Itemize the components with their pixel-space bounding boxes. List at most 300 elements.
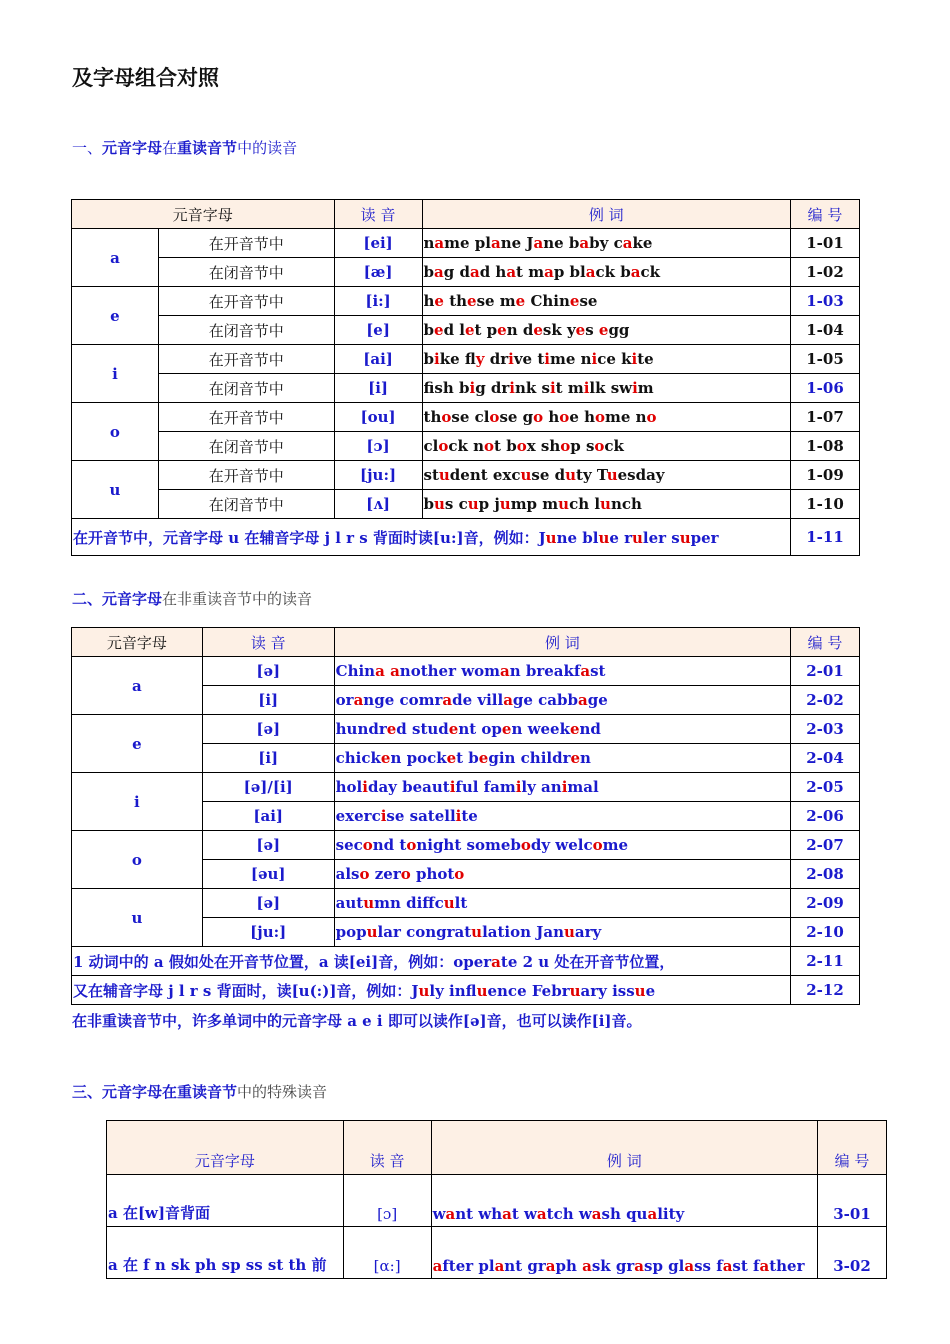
example-words bbox=[334, 860, 790, 889]
text-run: ck b bbox=[595, 263, 631, 281]
highlight-letter: i bbox=[515, 778, 522, 796]
row-number: 1-09 bbox=[791, 461, 860, 490]
row-number: 1-03 bbox=[791, 287, 860, 316]
footnote-cell bbox=[72, 976, 791, 1005]
highlight-letter: o bbox=[560, 437, 571, 455]
text-run: t m bbox=[516, 263, 545, 281]
text-run: ge bbox=[587, 691, 608, 709]
text-run: e bbox=[645, 981, 656, 1000]
highlight-letter: a bbox=[503, 691, 513, 709]
ipa: [ə] bbox=[202, 715, 334, 744]
section-2-heading bbox=[72, 588, 312, 609]
text-run: x sh bbox=[526, 437, 561, 455]
row-number: 2-05 bbox=[791, 773, 860, 802]
text-run: lity bbox=[657, 1205, 685, 1223]
ipa: [ə] bbox=[202, 831, 334, 860]
text-run: ary bbox=[574, 923, 602, 941]
row-number: 2-02 bbox=[791, 686, 860, 715]
highlight-letter: o bbox=[438, 437, 449, 455]
highlight-letter: a bbox=[432, 1257, 443, 1275]
text-run: ful fam bbox=[455, 778, 516, 796]
highlight-letter: u bbox=[467, 495, 479, 513]
highlight-letter: i bbox=[509, 379, 515, 397]
table-row bbox=[72, 947, 860, 976]
row-number: 1-11 bbox=[791, 519, 860, 556]
heading-part: 一、 bbox=[72, 139, 103, 157]
text-run: ch l bbox=[569, 495, 601, 513]
highlight-letter: u bbox=[438, 466, 450, 484]
highlight-letter: u bbox=[418, 981, 430, 1000]
text-run: 1 动词中的 a 假如处在开音节位置，a 读[ei]音，例如：oper bbox=[73, 952, 492, 971]
row-number: 2-08 bbox=[791, 860, 860, 889]
highlight-letter: e bbox=[446, 749, 457, 767]
rule-description: a 在[w]音背面 bbox=[107, 1175, 344, 1227]
text-run: sec bbox=[335, 836, 363, 854]
ipa: [α:] bbox=[343, 1227, 431, 1279]
highlight-letter: o bbox=[484, 437, 495, 455]
header-example: 例 词 bbox=[422, 200, 791, 229]
highlight-letter: a bbox=[502, 1205, 512, 1223]
text-run: tch w bbox=[546, 1205, 592, 1223]
text-run: ence Febr bbox=[487, 981, 570, 1000]
ipa: [ou] bbox=[334, 403, 422, 432]
example-words bbox=[422, 461, 791, 490]
text-run: nt op bbox=[458, 720, 502, 738]
highlight-letter: e bbox=[515, 292, 526, 310]
text-run: hol bbox=[335, 778, 363, 796]
highlight-letter: u bbox=[363, 894, 375, 912]
text-run: de vill bbox=[452, 691, 504, 709]
text-run: als bbox=[335, 865, 360, 883]
text-run: sp gl bbox=[644, 1257, 685, 1275]
text-run: ly infl bbox=[429, 981, 477, 1000]
example-words bbox=[334, 686, 790, 715]
highlight-letter: i bbox=[449, 778, 456, 796]
text-run: hundr bbox=[335, 720, 387, 738]
highlight-letter: o bbox=[516, 437, 527, 455]
text-run: Chin bbox=[335, 662, 376, 680]
header-letter: 元音字母 bbox=[72, 200, 335, 229]
highlight-letter: o bbox=[520, 836, 531, 854]
text-run: p s bbox=[570, 437, 595, 455]
highlight-letter: u bbox=[558, 495, 570, 513]
highlight-letter: a bbox=[533, 234, 544, 252]
highlight-letter: a bbox=[445, 1205, 456, 1223]
example-words bbox=[334, 802, 790, 831]
text-run: Chin bbox=[525, 292, 570, 310]
text-run: nt wh bbox=[455, 1205, 503, 1223]
table-row bbox=[72, 773, 860, 802]
header-letter: 元音字母 bbox=[72, 628, 203, 657]
highlight-letter: o bbox=[489, 408, 500, 426]
highlight-letter: a bbox=[578, 691, 588, 709]
highlight-letter: o bbox=[559, 408, 570, 426]
text-run: n bbox=[423, 234, 435, 252]
text-run: p j bbox=[478, 495, 500, 513]
text-run: n bbox=[580, 749, 591, 767]
text-run: t b bbox=[494, 437, 517, 455]
highlight-letter: a bbox=[536, 1205, 547, 1223]
ipa: [ə]/[i] bbox=[202, 773, 334, 802]
example-words bbox=[431, 1227, 817, 1279]
heading-part: 二、元音字母 bbox=[72, 590, 163, 608]
text-run: t m bbox=[555, 379, 584, 397]
table-row bbox=[72, 316, 860, 345]
highlight-letter: i bbox=[469, 379, 476, 397]
text-run: ne bl bbox=[556, 528, 599, 547]
header-number: 编 号 bbox=[791, 200, 860, 229]
text-run: st bbox=[590, 662, 606, 680]
text-run: e h bbox=[569, 408, 595, 426]
text-run: ne b bbox=[543, 234, 580, 252]
text-run: day beaut bbox=[367, 778, 450, 796]
text-run: te bbox=[461, 807, 478, 825]
highlight-letter: i bbox=[583, 379, 590, 397]
text-run: lk sw bbox=[589, 379, 633, 397]
text-run: ary iss bbox=[580, 981, 635, 1000]
text-run: sh b bbox=[434, 379, 470, 397]
row-number: 2-10 bbox=[791, 918, 860, 947]
text-run: d l bbox=[443, 321, 465, 339]
highlight-letter: u bbox=[569, 981, 581, 1000]
highlight-letter: i bbox=[591, 350, 598, 368]
text-run: h bbox=[423, 292, 435, 310]
text-run: ty T bbox=[576, 466, 607, 484]
text-run: th bbox=[423, 408, 442, 426]
highlight-letter: y bbox=[475, 350, 485, 368]
heading-part: 重读音节 bbox=[177, 139, 238, 157]
row-number: 1-06 bbox=[791, 374, 860, 403]
text-run: ke fl bbox=[439, 350, 476, 368]
highlight-letter: a bbox=[434, 234, 445, 252]
text-run: t b bbox=[456, 749, 479, 767]
highlight-letter: i bbox=[434, 350, 440, 368]
highlight-letter: e bbox=[434, 292, 444, 310]
text-run: exerc bbox=[335, 807, 381, 825]
highlight-letter: u bbox=[679, 528, 691, 547]
vowel-letter: u bbox=[72, 889, 203, 947]
example-words bbox=[431, 1175, 817, 1227]
text-run: st f bbox=[732, 1257, 760, 1275]
text-run: ler s bbox=[642, 528, 680, 547]
text-run: ge cabb bbox=[512, 691, 579, 709]
highlight-letter: o bbox=[646, 408, 657, 426]
highlight-letter: u bbox=[600, 495, 611, 513]
highlight-letter: o bbox=[594, 408, 605, 426]
section-3-heading bbox=[72, 1081, 327, 1102]
example-words bbox=[422, 258, 791, 287]
highlight-letter: u bbox=[634, 981, 646, 1000]
syllable-type: 在闭音节中 bbox=[158, 490, 334, 519]
highlight-letter: u bbox=[366, 923, 378, 941]
text-run: ly an bbox=[521, 778, 562, 796]
ipa: [i] bbox=[202, 686, 334, 715]
row-number: 2-04 bbox=[791, 744, 860, 773]
ipa: [ju:] bbox=[334, 461, 422, 490]
highlight-letter: e bbox=[497, 321, 507, 339]
highlight-letter: a bbox=[647, 1205, 658, 1223]
text-run: b bbox=[423, 321, 435, 339]
highlight-letter: a bbox=[622, 234, 633, 252]
text-run: dy welc bbox=[530, 836, 593, 854]
ipa: [ə] bbox=[202, 889, 334, 918]
table-row bbox=[72, 403, 860, 432]
example-words bbox=[422, 432, 791, 461]
highlight-letter: u bbox=[565, 466, 577, 484]
example-words bbox=[422, 229, 791, 258]
text-run: lation Jan bbox=[482, 923, 564, 941]
text-run: d stud bbox=[396, 720, 449, 738]
row-number: 1-08 bbox=[791, 432, 860, 461]
row-number: 2-01 bbox=[791, 657, 860, 686]
highlight-letter: u bbox=[471, 923, 483, 941]
text-run: night someb bbox=[416, 836, 521, 854]
example-words bbox=[422, 490, 791, 519]
table-special-pronunciation bbox=[106, 1120, 887, 1279]
example-words bbox=[422, 316, 791, 345]
text-run: g d bbox=[443, 263, 470, 281]
highlight-letter: u bbox=[545, 528, 557, 547]
example-words bbox=[422, 345, 791, 374]
header-ipa: 读 音 bbox=[343, 1121, 431, 1175]
text-run: se satell bbox=[386, 807, 456, 825]
highlight-letter: i bbox=[561, 778, 568, 796]
text-run: se m bbox=[476, 292, 516, 310]
example-words bbox=[422, 287, 791, 316]
highlight-letter: a bbox=[580, 662, 591, 680]
highlight-letter: o bbox=[592, 836, 603, 854]
vowel-letter: e bbox=[72, 715, 203, 773]
vowel-letter: a bbox=[72, 657, 203, 715]
syllable-type: 在闭音节中 bbox=[158, 432, 334, 461]
row-number: 3-01 bbox=[818, 1175, 887, 1227]
highlight-letter: u bbox=[632, 528, 643, 547]
highlight-letter: o bbox=[359, 865, 370, 883]
highlight-letter: e bbox=[501, 720, 512, 738]
highlight-letter: e bbox=[478, 749, 489, 767]
highlight-letter: a bbox=[506, 263, 517, 281]
syllable-type: 在开音节中 bbox=[158, 345, 334, 374]
text-run: te bbox=[637, 350, 654, 368]
vowel-letter: o bbox=[72, 403, 159, 461]
text-run: or bbox=[335, 691, 354, 709]
syllable-type: 在闭音节中 bbox=[158, 374, 334, 403]
highlight-letter: a bbox=[684, 1257, 695, 1275]
example-words bbox=[334, 657, 790, 686]
highlight-letter: a bbox=[500, 662, 510, 680]
text-run: cl bbox=[423, 437, 439, 455]
syllable-type: 在闭音节中 bbox=[158, 316, 334, 345]
row-number: 2-11 bbox=[791, 947, 860, 976]
section-1-heading bbox=[72, 137, 297, 158]
heading-part: 三、元音字母在重读音节 bbox=[72, 1083, 238, 1101]
highlight-letter: e bbox=[386, 720, 397, 738]
table-row bbox=[72, 490, 860, 519]
heading-part: 中的读音 bbox=[237, 139, 298, 157]
highlight-letter: a bbox=[634, 1257, 645, 1275]
text-run: n pock bbox=[390, 749, 447, 767]
ipa: [ju:] bbox=[202, 918, 334, 947]
text-run: 在开音节中，元音字母 u 在辅音字母 j l r s 背面时读[u:]音，例如：J bbox=[73, 528, 546, 547]
header-row bbox=[72, 628, 860, 657]
text-run: sh qu bbox=[601, 1205, 648, 1223]
text-run: w bbox=[432, 1205, 446, 1223]
text-run: nge comr bbox=[363, 691, 443, 709]
text-run: s c bbox=[444, 495, 468, 513]
text-run: me n bbox=[549, 350, 592, 368]
text-run: by c bbox=[589, 234, 623, 252]
syllable-type: 在开音节中 bbox=[158, 403, 334, 432]
highlight-letter: i bbox=[631, 350, 638, 368]
text-run: ck n bbox=[448, 437, 485, 455]
table-row bbox=[107, 1227, 887, 1279]
row-number: 1-10 bbox=[791, 490, 860, 519]
heading-part: 在 bbox=[162, 139, 178, 157]
ipa: [i] bbox=[202, 744, 334, 773]
highlight-letter: i bbox=[632, 379, 638, 397]
row-number: 1-07 bbox=[791, 403, 860, 432]
text-run: ss f bbox=[694, 1257, 723, 1275]
text-run: per bbox=[690, 528, 719, 547]
ipa: [ei] bbox=[334, 229, 422, 258]
page-title: 及字母组合对照 bbox=[72, 65, 219, 90]
highlight-letter: i bbox=[508, 350, 514, 368]
example-words bbox=[334, 918, 790, 947]
text-run: f bbox=[423, 379, 435, 397]
text-run: st bbox=[423, 466, 439, 484]
highlight-letter: a bbox=[545, 1257, 556, 1275]
text-run: gin childr bbox=[488, 749, 571, 767]
text-run: me bbox=[602, 836, 629, 854]
text-run: aut bbox=[335, 894, 364, 912]
table-row bbox=[72, 374, 860, 403]
table-row bbox=[72, 519, 860, 556]
table-row bbox=[72, 831, 860, 860]
highlight-letter: e bbox=[598, 321, 609, 339]
row-number: 1-01 bbox=[791, 229, 860, 258]
highlight-letter: o bbox=[533, 408, 544, 426]
ipa: [ɔ] bbox=[334, 432, 422, 461]
syllable-type: 在开音节中 bbox=[158, 461, 334, 490]
highlight-letter: e bbox=[569, 292, 580, 310]
table-row bbox=[72, 432, 860, 461]
text-run: g dr bbox=[475, 379, 510, 397]
header-example: 例 词 bbox=[431, 1121, 817, 1175]
text-run: m bbox=[637, 379, 654, 397]
text-run: se g bbox=[499, 408, 534, 426]
text-run: ce k bbox=[597, 350, 632, 368]
highlight-letter: i bbox=[455, 807, 462, 825]
syllable-type: 在开音节中 bbox=[158, 287, 334, 316]
header-row bbox=[72, 200, 860, 229]
header-ipa: 读 音 bbox=[334, 200, 422, 229]
vowel-letter: o bbox=[72, 831, 203, 889]
table-row bbox=[72, 976, 860, 1005]
highlight-letter: e bbox=[434, 321, 444, 339]
highlight-letter: o bbox=[406, 836, 417, 854]
text-run: dent exc bbox=[449, 466, 521, 484]
text-run: chick bbox=[335, 749, 381, 767]
header-number: 编 号 bbox=[791, 628, 860, 657]
footnote-cell bbox=[72, 947, 791, 976]
row-number: 1-05 bbox=[791, 345, 860, 374]
highlight-letter: a bbox=[469, 263, 480, 281]
text-run: se cl bbox=[451, 408, 490, 426]
text-run: nk s bbox=[515, 379, 550, 397]
rule-description: a 在 f n sk ph sp ss st th 前 bbox=[107, 1227, 344, 1279]
text-run: se d bbox=[531, 466, 566, 484]
text-run: mal bbox=[567, 778, 599, 796]
text-run: th bbox=[443, 292, 468, 310]
table-row bbox=[107, 1175, 887, 1227]
vowel-letter: i bbox=[72, 773, 203, 831]
vowel-letter: a bbox=[72, 229, 159, 287]
text-run: te 2 u 处在开音节位置， bbox=[500, 952, 675, 971]
ipa: [ai] bbox=[202, 802, 334, 831]
ipa: [ə] bbox=[202, 657, 334, 686]
highlight-letter: u bbox=[499, 495, 511, 513]
highlight-letter: a bbox=[544, 263, 554, 281]
text-run: ther bbox=[769, 1257, 805, 1275]
highlight-letter: o bbox=[400, 865, 411, 883]
text-run: ne J bbox=[500, 234, 534, 252]
ipa: [i:] bbox=[334, 287, 422, 316]
example-words bbox=[334, 715, 790, 744]
vowel-letter: u bbox=[72, 461, 159, 519]
text-run: sk gr bbox=[591, 1257, 635, 1275]
text-run: b bbox=[423, 495, 435, 513]
highlight-letter: a bbox=[591, 1205, 602, 1223]
table-row bbox=[72, 345, 860, 374]
vowel-letter: e bbox=[72, 287, 159, 345]
highlight-letter: e bbox=[575, 321, 586, 339]
highlight-letter: e bbox=[380, 749, 391, 767]
table-row bbox=[72, 258, 860, 287]
table-row bbox=[72, 287, 860, 316]
text-run: t p bbox=[474, 321, 498, 339]
footnote-cell bbox=[72, 519, 791, 556]
highlight-letter: a bbox=[390, 662, 400, 680]
text-run: zer bbox=[369, 865, 401, 883]
header-letter: 元音字母 bbox=[107, 1121, 344, 1175]
row-number: 2-12 bbox=[791, 976, 860, 1005]
ipa: [ʌ] bbox=[334, 490, 422, 519]
text-run: b bbox=[423, 263, 435, 281]
highlight-letter: u bbox=[520, 466, 532, 484]
text-run: pop bbox=[335, 923, 367, 941]
highlight-letter: u bbox=[476, 981, 488, 1000]
text-run: t w bbox=[511, 1205, 537, 1223]
highlight-letter: a bbox=[494, 1257, 505, 1275]
highlight-letter: e bbox=[569, 720, 580, 738]
text-run: ck bbox=[640, 263, 660, 281]
highlight-letter: u bbox=[443, 894, 455, 912]
highlight-letter: a bbox=[375, 662, 385, 680]
text-run: nother wom bbox=[399, 662, 500, 680]
row-number: 2-07 bbox=[791, 831, 860, 860]
text-run: n week bbox=[511, 720, 570, 738]
text-run: ke bbox=[632, 234, 653, 252]
highlight-letter: o bbox=[362, 836, 373, 854]
row-number: 2-03 bbox=[791, 715, 860, 744]
text-run: lar congrat bbox=[377, 923, 472, 941]
text-run: ck bbox=[604, 437, 624, 455]
text-run: ph bbox=[555, 1257, 583, 1275]
example-words bbox=[334, 773, 790, 802]
text-run: n d bbox=[506, 321, 534, 339]
text-run: fter pl bbox=[442, 1257, 495, 1275]
highlight-letter: u bbox=[434, 495, 445, 513]
